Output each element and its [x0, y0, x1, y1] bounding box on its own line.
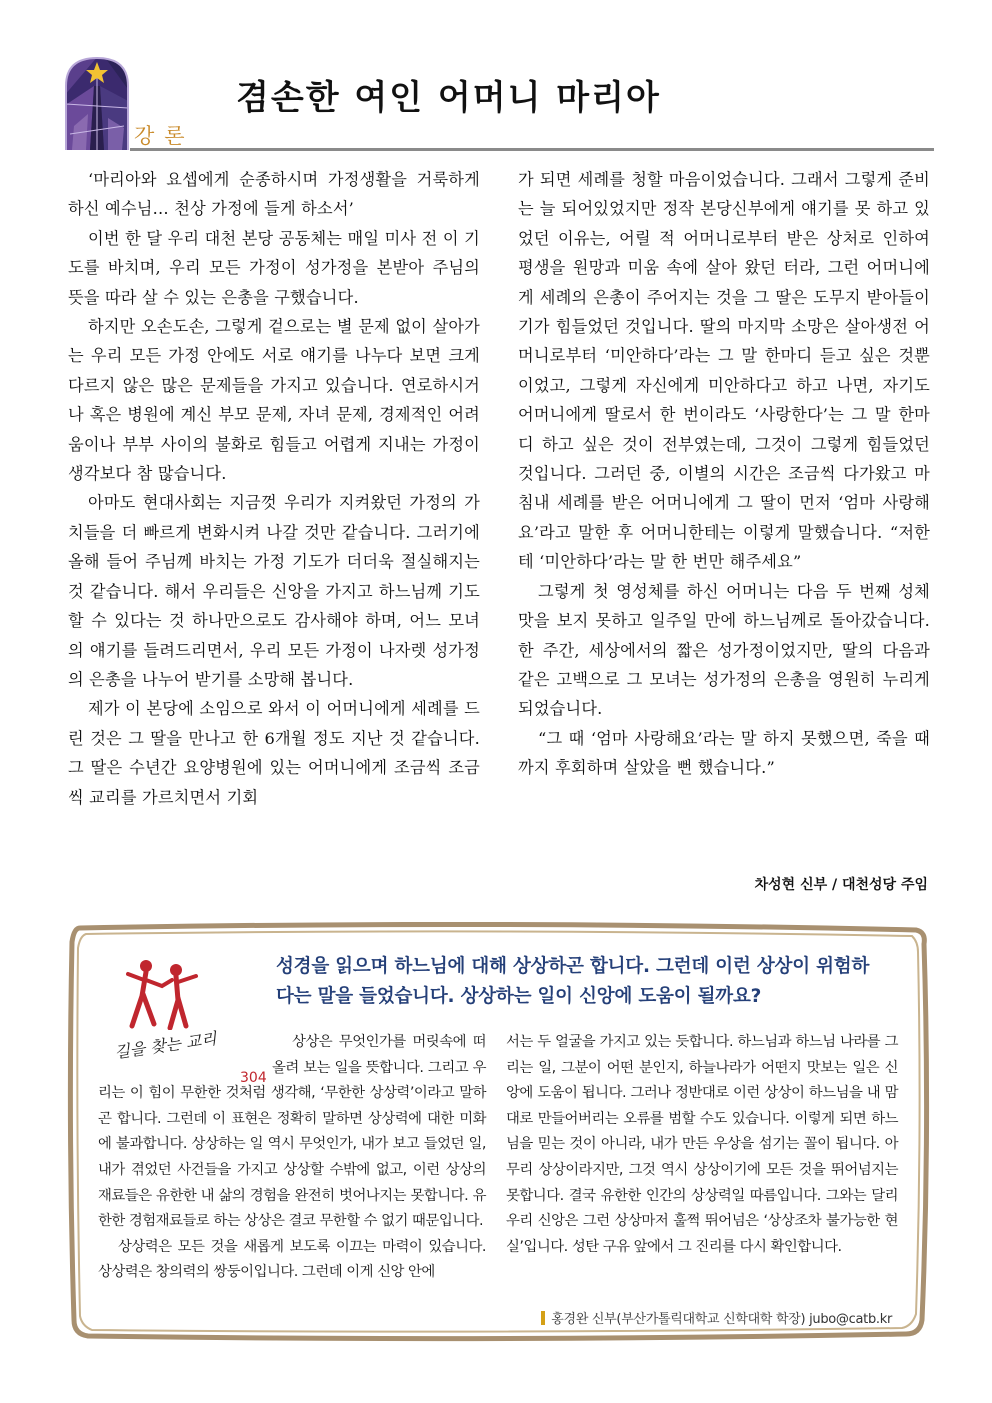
credit-bar-icon [541, 1311, 545, 1325]
answer-paragraph: 상상은 무엇인가를 머릿속에 떠올려 보는 일을 뜻합니다. 그리고 우리는 이 힘이 무한한 것처럼 생각해, ‘무한한 상상력’이라고 말하곤 합니다. 그런데 이 표현은 정확히 말하면 상상력에 대한 미화에 불과합니다. 상상하는 일 역시 무엇인가, 내가 보고 들었던 일, 내가 겪었던 사건들을 가지고 상상할 수밖에 없고, 이런 상상의 재료들은 유한한 내 삶의 경험을 완전히 벗어나지는 못합니다. 유한한 경험재료들로 하는 상상은 결코 무한할 수 없기 때문입니다. [98, 1034, 486, 1230]
qa-question: 성경을 읽으며 하느님에 대해 상상하곤 합니다. 그런데 이런 상상이 위험하다는 말을 들었습니다. 상상하는 일이 신앙에 도움이 될까요? [276, 956, 870, 1007]
article-paragraph: 제가 이 본당에 소임으로 와서 이 어머니에게 세례를 드린 것은 그 딸을 만나고 한 6개월 정도 지난 것 같습니다. 그 딸은 수년간 요양병원에 있는 어머니에게 조금씩 조금씩 교리를 가르치면서 기회 [68, 699, 480, 807]
series-number: 304 [240, 1070, 267, 1086]
answer-credit [541, 1308, 892, 1327]
answer-right-column [506, 1030, 898, 1260]
article-byline: 차성현 신부 / 대천성당 주임 [754, 877, 928, 893]
article-paragraph: ‘마리아와 요셉에게 순종하시며 가정생활을 거룩하게 하신 예수님… 천상 가정에 들게 하소서’ [68, 170, 480, 219]
page-header [64, 56, 934, 152]
page-title: 겸손한 여인 어머니 마리아 [236, 78, 661, 118]
article-paragraph: 아마도 현대사회는 지금껏 우리가 지켜왔던 가정의 가치들을 더 빠르게 변화시켜 나갈 것만 같습니다. 그러기에 올해 들어 주님께 바치는 가정 기도가 더더욱 절실해지는 것 같습니다. 해서 우리들은 신앙을 가지고 하느님께 기도할 수 있다는 것 하나만으로도 감사해야 하며, 어느 모녀의 얘기를 들려드리면서, 우리 모든 가정이 나자렛 성가정의 은총을 나누어 받기를 소망해 봅니다. [68, 493, 480, 689]
qa-box [66, 922, 930, 1342]
article-paragraph: 가 되면 세례를 청할 마음이었습니다. 그래서 그렇게 준비는 늘 되어있었지만 정작 본당신부에게 얘기를 못 하고 있었던 이유는, 어릴 적 어머니로부터 받은 상처로 인하여 평생을 원망과 미움 속에 살아 왔던 터라, 그런 어머니에게 세례의 은총이 주어지는 것을 그 딸은 도무지 받아들이기가 힘들었던 것입니다. 딸의 마지막 소망은 살아생전 어머니로부터 ‘미안하다’라는 그 말 한마디 듣고 싶은 것뿐이었고, 그렇게 자신에게 미안하다고 하고 나면, 자기도 어머니에게 딸로서 한 번이라도 ‘사랑한다’는 그 말 한마디 하고 싶은 것이 전부였는데, 그것이 그렇게 힘들었던 것입니다. 그러던 중, 이별의 시간은 조금씩 다가왔고 마침내 세례를 받은 어머니에게 그 딸이 먼저 ‘엄마 사랑해요’라고 말한 후 어머니한테는 이렇게 말했습니다. “저한테 ‘미안하다’라는 말 한 번만 해주세요” [518, 170, 930, 572]
credit-text: 홍경완 신부(부산가톨릭대학교 신학대학 학장) jubo@catb.kr [551, 1312, 892, 1327]
article-paragraph: 하지만 오손도손, 그렇게 겉으로는 별 문제 없이 살아가는 우리 모든 가정 안에도 서로 얘기를 나누다 보면 크게 다르지 않은 많은 문제들을 가지고 있습니다. 연로하시거나 혹은 병원에 계신 부모 문제, 자녀 문제, 경제적인 어려움이나 부부 사이의 불화로 힘들고 어렵게 지내는 가정이 생각보다 참 많습니다. [68, 317, 480, 484]
answer-paragraph: 서는 두 얼굴을 가지고 있는 듯합니다. 하느님과 하느님 나라를 그리는 일, 그분이 어떤 분인지, 하늘나라가 어떤지 맛보는 일은 신앙에 도움이 됩니다. 그러나 정반대로 이런 상상이 하느님을 내 맘대로 만들어버리는 오류를 범할 수도 있습니다. 이렇게 되면 하느님을 믿는 것이 아니라, 내가 만든 우상을 섬기는 꼴이 됩니다. 아무리 상상이라지만, 그것 역시 상상이기에 모든 것을 뛰어넘지는 못합니다. 결국 유한한 인간의 상상력일 따름입니다. 그와는 달리 우리 신앙은 그런 상상마저 훌쩍 뛰어넘은 ‘상상조차 불가능한 현실’입니다. 성탄 구유 앞에서 그 진리를 다시 확인합니다. [506, 1034, 898, 1255]
header-divider [130, 148, 934, 151]
article-paragraph: “그 때 ‘엄마 사랑해요’라는 말 하지 못했으면, 죽을 때까지 후회하며 살았을 뻔 했습니다.” [518, 728, 930, 778]
answer-paragraph: 상상력은 모든 것을 새롭게 보도록 이끄는 마력이 있습니다. 상상력은 창의력의 쌍둥이입니다. 그런데 이게 신앙 안에 [98, 1238, 486, 1281]
article-paragraph: 이번 한 달 우리 대천 본당 공동체는 매일 미사 전 이 기도를 바치며, 우리 모든 가정이 성가정을 본받아 주님의 뜻을 따라 살 수 있는 은총을 구했습니다. [68, 228, 480, 307]
article-left-column [68, 165, 480, 812]
stained-glass-window-icon [64, 56, 130, 150]
article-paragraph: 그렇게 첫 영성체를 하신 어머니는 다음 두 번째 성체 맛을 보지 못하고 일주일 만에 하느님께로 돌아갔습니다. 한 주간, 세상에서의 짧은 성가정이었지만, 딸의 다음과 같은 고백으로 그 모녀는 성가정의 은총을 영원히 누리게 되었습니다. [518, 581, 930, 719]
article-right-column [518, 165, 930, 783]
logo-script-text: 길을 찾는 교리 [113, 1028, 218, 1062]
answer-left-column [98, 1030, 486, 1286]
logo-spacer [98, 1030, 272, 1081]
section-label: 강론 [134, 124, 195, 148]
dancing-figures-icon [122, 956, 202, 1030]
